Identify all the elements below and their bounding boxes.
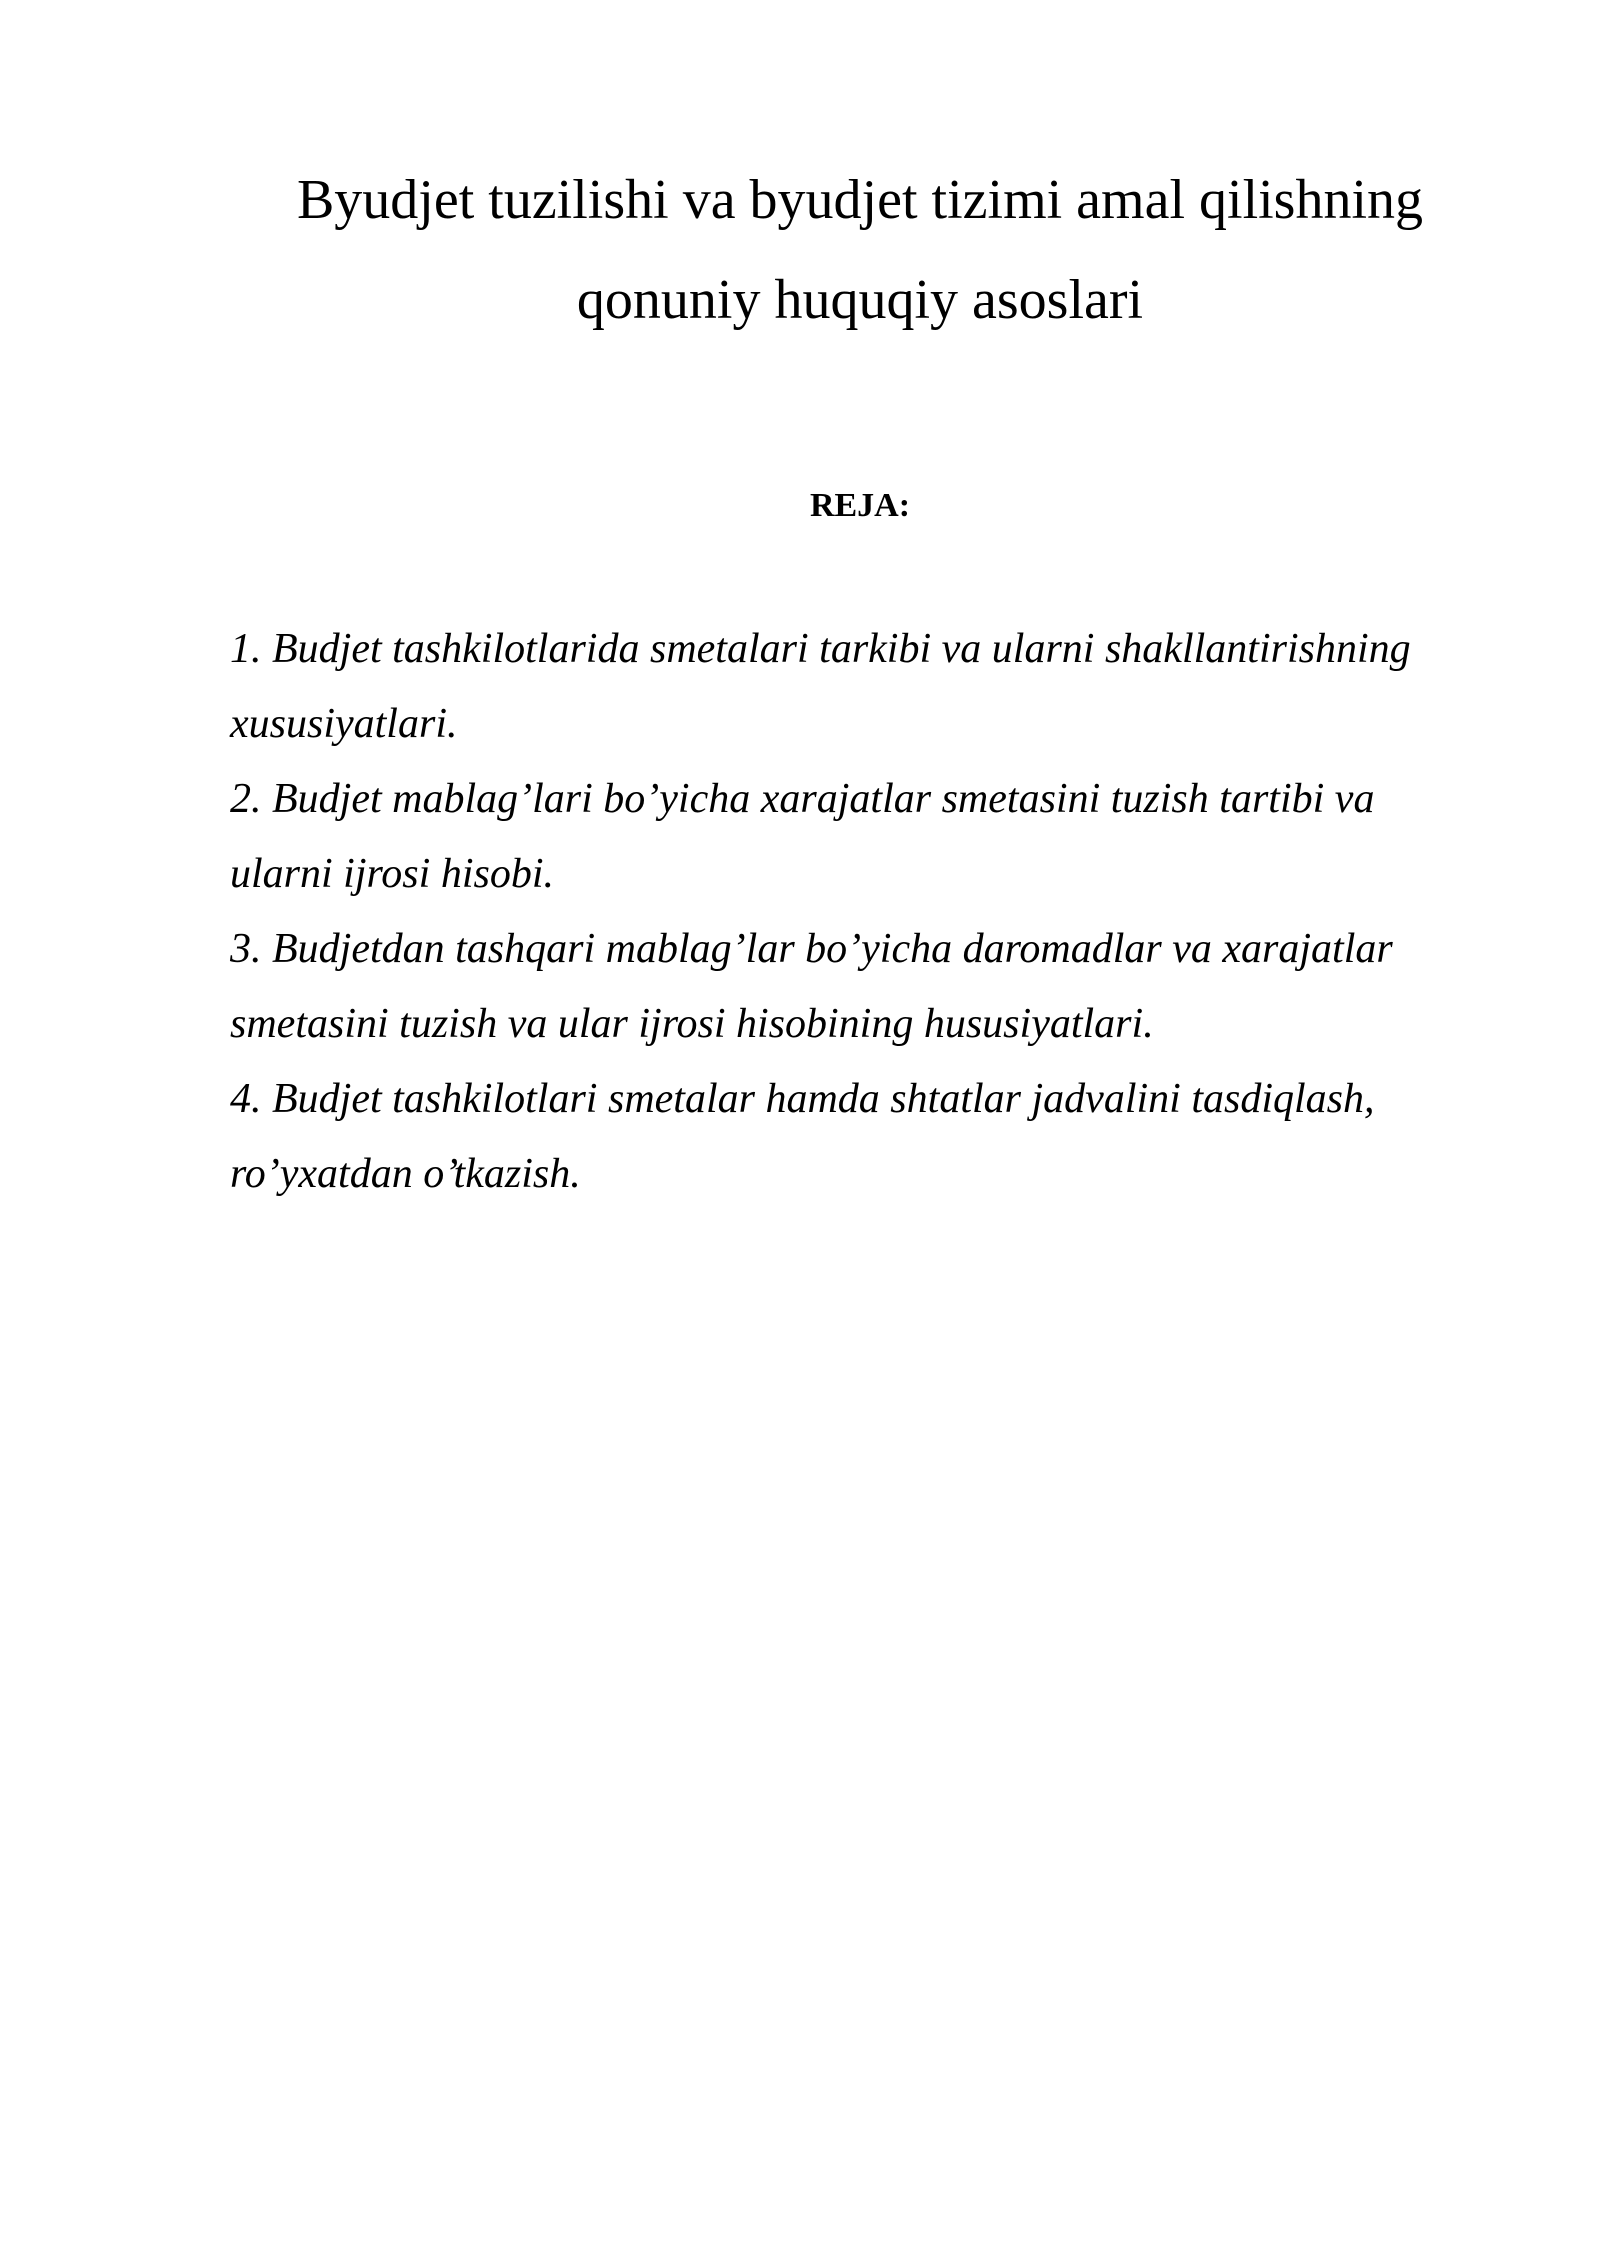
plan-item-3-line-1: 3. Budjetdan tashqari mablag’lar bo’yicha daromadlar va xarajatlar (230, 926, 1393, 972)
plan-item-2 (230, 762, 1550, 912)
plan-item-2-line-1: 2. Budjet mablag’lari bo’yicha xarajatlar smetasini tuzish tartibi va (230, 776, 1375, 822)
document-title-line-2: qonuniy huquqiy asoslari (576, 269, 1144, 331)
plan-item-4-line-1: 4. Budjet tashkilotlari smetalar hamda shtatlar jadvalini tasdiqlash, (230, 1076, 1375, 1122)
plan-item-3 (230, 912, 1550, 1062)
plan-item-1 (230, 612, 1550, 762)
plan-list (230, 612, 1550, 1212)
plan-item-2-line-2: ularni ijrosi hisobi. (230, 851, 555, 897)
plan-heading: REJA: (809, 487, 911, 524)
plan-item-1-line-2: xususiyatlari. (230, 701, 458, 747)
document-title (200, 150, 1520, 350)
plan-item-4 (230, 1062, 1550, 1212)
plan-item-3-line-2: smetasini tuzish va ular ijrosi hisobining hususiyatlari. (230, 1001, 1154, 1047)
plan-item-1-line-1: 1. Budjet tashkilotlarida smetalari tarkibi va ularni shakllantirishning (230, 626, 1411, 672)
document-title-line-1: Byudjet tuzilishi va byudjet tizimi amal qilishning (296, 169, 1424, 231)
plan-item-4-line-2: ro’yxatdan o’tkazish. (230, 1151, 581, 1197)
